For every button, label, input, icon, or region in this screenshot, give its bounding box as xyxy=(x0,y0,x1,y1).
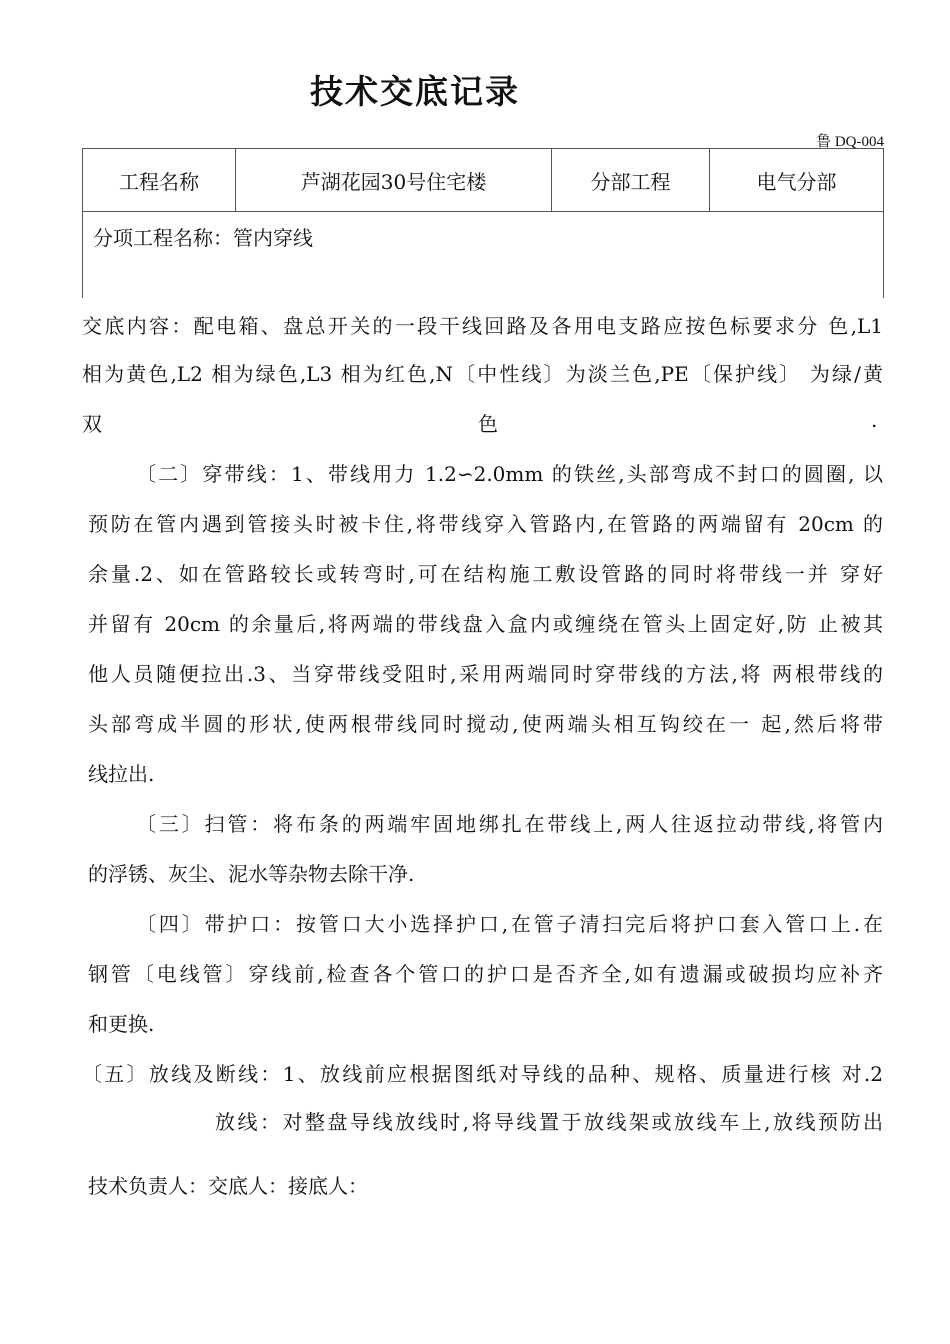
body-line: 并留有 20cm 的余量后,将两端的带线盘入盒内或缠绕在管头上固定好,防 止被其 xyxy=(88,612,883,636)
body-line: 〔五〕放线及断线：1、放线前应根据图纸对导线的品种、规格、质量进行核 对.2 xyxy=(82,1062,883,1086)
body-line: 头部弯成半圆的形状,使两根带线同时搅动,使两端头相互钩绞在一 起,然后将带 xyxy=(88,712,883,736)
project-name-label: 工程名称 xyxy=(83,149,236,212)
body-line: 预防在管内遇到管接头时被卡住,将带线穿入管路内,在管路的两端留有 20cm 的 xyxy=(88,512,883,536)
document-title: 技术交底记录 xyxy=(310,72,520,111)
body-line: 相为黄色,L2 相为绿色,L3 相为红色,N〔中性线〕为淡兰色,PE〔保护线〕 为绿/黄 xyxy=(82,362,883,386)
division-value: 电气分部 xyxy=(710,149,884,212)
body-line: 他人员随便拉出.3、当穿带线受阻时,采用两端同时穿带线的方法,将 两根带线的 xyxy=(88,662,883,686)
body-line: 〔三〕扫管：将布条的两端牢固地绑扎在带线上,两人往返拉动带线,将管内 xyxy=(136,812,883,836)
subitem-name: 分项工程名称：管内穿线 xyxy=(83,212,884,299)
document-code: 鲁 DQ-004 xyxy=(816,134,884,150)
division-label: 分部工程 xyxy=(552,149,710,212)
body-line: 的浮锈、灰尘、泥水等杂物去除干净. xyxy=(88,862,415,886)
body-line: 钢管〔电线管〕穿线前,检查各个管口的护口是否齐全,如有遗漏或破损均应补齐 xyxy=(88,962,883,986)
body-line: 〔四〕带护口：按管口大小选择护口,在管子清扫完后将护口套入管口上.在 xyxy=(136,912,883,936)
body-line: 和更换. xyxy=(88,1012,155,1036)
body-line-fragment: 双 xyxy=(82,412,102,436)
header-table xyxy=(82,148,884,298)
signature-line: 技术负责人：交底人：接底人： xyxy=(88,1174,368,1198)
body-line: 余量.2、如在管路较长或转弯时,可在结构施工敷设管路的同时将带线一并 穿好 xyxy=(88,562,883,586)
body-line: 线拉出. xyxy=(88,762,155,786)
body-line-fragment: 色 xyxy=(478,412,498,436)
body-line: 〔二〕穿带线：1、带线用力 1.2∽2.0mm 的铁丝,头部弯成不封口的圆圈, 以 xyxy=(136,462,883,486)
project-name-value: 芦湖花园30号住宅楼 xyxy=(236,149,552,212)
body-line-fragment: . xyxy=(871,408,878,432)
body-line: 放线：对整盘导线放线时,将导线置于放线架或放线车上,放线预防出 xyxy=(215,1110,883,1134)
body-line: 交底内容：配电箱、盘总开关的一段干线回路及各用电支路应按色标要求分 色,L1 xyxy=(82,314,883,338)
